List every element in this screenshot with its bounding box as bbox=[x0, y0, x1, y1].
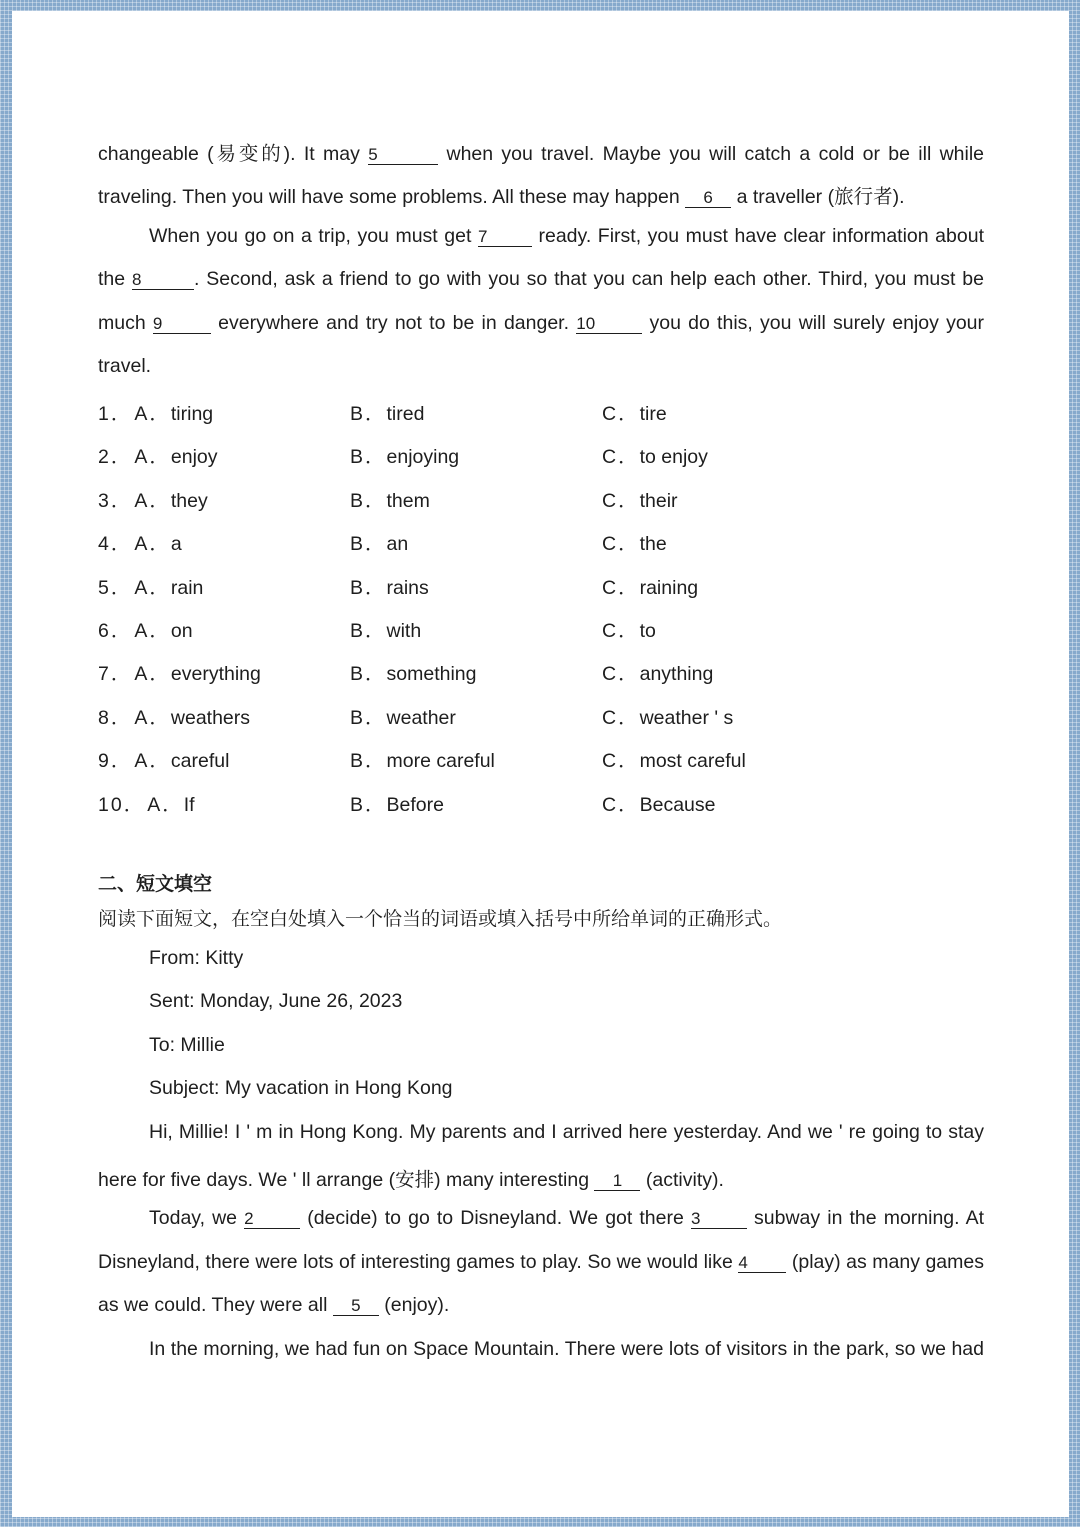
option-b[interactable] bbox=[350, 441, 459, 469]
number-separator: ． bbox=[110, 663, 131, 686]
option-c[interactable] bbox=[602, 485, 678, 513]
option-label: B． bbox=[350, 663, 387, 686]
option-b[interactable] bbox=[350, 789, 444, 817]
option-text: on bbox=[170, 620, 193, 642]
option-text: with bbox=[386, 620, 422, 642]
option-c[interactable] bbox=[602, 441, 708, 469]
option-text: everything bbox=[170, 663, 261, 686]
passage-line: Hi, Millie! I ' m in Hong Kong. My parents and I arrived here yesterday. And we ' re going to stay bbox=[149, 1121, 984, 1143]
answer-blank[interactable]: 1 bbox=[594, 1172, 640, 1191]
email-sent: Sent: Monday, June 26, 2023 bbox=[149, 990, 403, 1012]
option-label: C． bbox=[602, 403, 640, 425]
passage-line: When you go on a trip, you must get 7 ready. First, you must have clear information about bbox=[149, 225, 984, 247]
section-heading: 二、短文填空 bbox=[98, 874, 213, 895]
option-label: A． bbox=[134, 576, 171, 599]
option-c[interactable] bbox=[602, 615, 656, 643]
email-from: From: Kitty bbox=[149, 947, 244, 969]
option-c[interactable] bbox=[602, 658, 713, 686]
option-text: tiring bbox=[170, 403, 214, 425]
option-label: A． bbox=[134, 403, 171, 425]
option-a[interactable] bbox=[98, 398, 213, 426]
option-label: C． bbox=[602, 706, 640, 729]
option-c[interactable] bbox=[602, 528, 667, 556]
option-text: them bbox=[386, 489, 430, 512]
number-separator: ． bbox=[110, 446, 131, 469]
option-label: A． bbox=[134, 706, 171, 729]
option-text: something bbox=[386, 663, 477, 686]
option-text: careful bbox=[170, 750, 230, 773]
option-label: B． bbox=[350, 706, 387, 729]
question-number: 6 bbox=[98, 620, 111, 642]
passage-line: much 9 everywhere and try not to be in danger. 10 you do this, you will surely enjoy your bbox=[98, 312, 985, 334]
question-number: 9 bbox=[98, 750, 111, 773]
option-a[interactable] bbox=[98, 745, 229, 773]
passage-line: travel. bbox=[98, 355, 152, 377]
option-text: If bbox=[183, 793, 195, 816]
option-text: enjoy bbox=[170, 446, 218, 469]
option-a[interactable] bbox=[98, 572, 203, 600]
number-separator: ． bbox=[110, 576, 131, 599]
option-text: more careful bbox=[386, 750, 495, 773]
option-label: B． bbox=[350, 489, 387, 512]
question-row bbox=[98, 658, 984, 686]
option-text: rain bbox=[170, 576, 204, 599]
option-label: C． bbox=[602, 750, 640, 773]
option-text: to enjoy bbox=[639, 446, 708, 469]
question-number: 4 bbox=[98, 533, 111, 556]
option-label: C． bbox=[602, 489, 640, 512]
number-separator: ． bbox=[110, 750, 131, 773]
passage-line: traveling. Then you will have some problems. All these may happen 6 a traveller (旅行者). bbox=[98, 186, 905, 208]
option-b[interactable] bbox=[350, 398, 424, 426]
question-row bbox=[98, 485, 984, 512]
number-separator: ． bbox=[110, 533, 131, 556]
option-a[interactable] bbox=[98, 658, 261, 686]
option-label: A． bbox=[134, 533, 171, 556]
option-label: C． bbox=[602, 576, 640, 599]
option-a[interactable] bbox=[98, 702, 250, 730]
option-c[interactable] bbox=[602, 702, 733, 730]
option-text: weather bbox=[386, 706, 456, 729]
option-label: B． bbox=[350, 620, 387, 642]
option-b[interactable] bbox=[350, 745, 495, 773]
passage-line: here for five days. We ' ll arrange (安排) many interesting 1 (activity). bbox=[98, 1169, 724, 1191]
passage-line: Disneyland, there were lots of interesting games to play. So we would like 4 (play) as many games bbox=[98, 1251, 984, 1273]
question-number: 1 bbox=[98, 403, 111, 425]
option-label: A． bbox=[147, 793, 184, 816]
option-b[interactable] bbox=[350, 658, 476, 686]
email-subject: Subject: My vacation in Hong Kong bbox=[149, 1077, 453, 1099]
option-b[interactable] bbox=[350, 485, 430, 513]
option-text: they bbox=[170, 489, 208, 512]
option-label: A． bbox=[134, 446, 171, 469]
option-text: weather ' s bbox=[639, 706, 734, 729]
option-label: C． bbox=[602, 533, 640, 556]
option-text: rains bbox=[386, 576, 429, 599]
passage-line: Today, we 2 (decide) to go to Disneyland. We got there 3 subway in the morning. At bbox=[149, 1207, 984, 1229]
answer-blank[interactable]: 6 bbox=[685, 189, 731, 208]
option-b[interactable] bbox=[350, 572, 429, 600]
number-separator: ． bbox=[123, 793, 144, 816]
answer-blank[interactable]: 4 bbox=[738, 1254, 786, 1273]
option-label: C． bbox=[602, 663, 640, 686]
question-row bbox=[98, 615, 984, 642]
option-text: raining bbox=[639, 576, 699, 599]
question-number: 5 bbox=[98, 576, 111, 599]
answer-blank[interactable]: 5 bbox=[368, 146, 438, 165]
option-c[interactable] bbox=[602, 398, 667, 426]
number-separator: ． bbox=[110, 489, 131, 512]
option-c[interactable] bbox=[602, 572, 698, 600]
question-row bbox=[98, 702, 984, 729]
option-text: to bbox=[639, 620, 656, 642]
section-instruction: 阅读下面短文，在空白处填入一个恰当的词语或填入括号中所给单词的正确形式。 bbox=[98, 909, 783, 930]
option-text: an bbox=[386, 533, 409, 556]
option-text: tired bbox=[386, 403, 425, 425]
option-label: B． bbox=[350, 793, 387, 816]
question-row bbox=[98, 441, 984, 469]
answer-blank[interactable]: 10 bbox=[576, 315, 642, 334]
option-label: A． bbox=[134, 663, 171, 686]
option-text: their bbox=[639, 489, 678, 512]
passage-line: In the morning, we had fun on Space Mountain. There were lots of visitors in the park, so we had bbox=[149, 1338, 984, 1360]
option-a[interactable] bbox=[98, 789, 195, 817]
option-label: C． bbox=[602, 620, 640, 642]
option-c[interactable] bbox=[602, 789, 715, 817]
option-a[interactable] bbox=[98, 615, 193, 643]
email-to: To: Millie bbox=[149, 1034, 225, 1056]
option-label: B． bbox=[350, 576, 387, 599]
option-label: B． bbox=[350, 403, 387, 425]
answer-blank[interactable]: 7 bbox=[478, 228, 532, 247]
option-c[interactable] bbox=[602, 745, 746, 773]
question-number: 10 bbox=[98, 793, 124, 816]
option-label: C． bbox=[602, 793, 640, 816]
answer-blank[interactable]: 3 bbox=[691, 1210, 747, 1229]
option-label: A． bbox=[134, 620, 171, 642]
question-row bbox=[98, 745, 984, 773]
option-label: C． bbox=[602, 446, 640, 469]
answer-blank[interactable]: 5 bbox=[333, 1297, 379, 1316]
number-separator: ． bbox=[110, 620, 131, 642]
option-text: tire bbox=[639, 403, 667, 425]
option-label: B． bbox=[350, 750, 387, 773]
question-row bbox=[98, 398, 984, 425]
option-b[interactable] bbox=[350, 702, 456, 730]
option-a[interactable] bbox=[98, 441, 218, 469]
passage-line: the 8 . Second, ask a friend to go with you so that you can help each other. Third, you must be bbox=[98, 268, 984, 290]
question-row bbox=[98, 572, 984, 599]
number-separator: ． bbox=[110, 706, 131, 729]
answer-blank[interactable]: 2 bbox=[244, 1210, 300, 1229]
answer-blank[interactable]: 9 bbox=[153, 315, 211, 334]
option-text: enjoying bbox=[386, 446, 460, 469]
passage-line: as we could. They were all 5 (enjoy). bbox=[98, 1294, 450, 1316]
question-number: 8 bbox=[98, 706, 111, 729]
question-row bbox=[98, 528, 984, 556]
option-a[interactable] bbox=[98, 485, 208, 513]
question-number: 7 bbox=[98, 663, 111, 686]
number-separator: ． bbox=[110, 403, 131, 425]
option-label: A． bbox=[134, 750, 171, 773]
option-label: A． bbox=[134, 489, 171, 512]
option-label: B． bbox=[350, 533, 387, 556]
question-number: 3 bbox=[98, 489, 111, 512]
option-a[interactable] bbox=[98, 528, 182, 556]
option-text: a bbox=[170, 533, 182, 556]
option-text: anything bbox=[639, 663, 714, 686]
option-label: B． bbox=[350, 446, 387, 469]
question-number: 2 bbox=[98, 446, 111, 469]
option-b[interactable] bbox=[350, 615, 421, 643]
option-b[interactable] bbox=[350, 528, 408, 556]
passage-line: changeable (易变的). It may 5 when you travel. Maybe you will catch a cold or be ill while bbox=[98, 143, 985, 165]
option-text: Before bbox=[386, 793, 444, 816]
option-text: weathers bbox=[170, 706, 251, 729]
question-row bbox=[98, 789, 984, 816]
answer-blank[interactable]: 8 bbox=[132, 271, 194, 290]
option-text: most careful bbox=[639, 750, 746, 773]
option-text: Because bbox=[639, 793, 716, 816]
option-text: the bbox=[639, 533, 667, 556]
